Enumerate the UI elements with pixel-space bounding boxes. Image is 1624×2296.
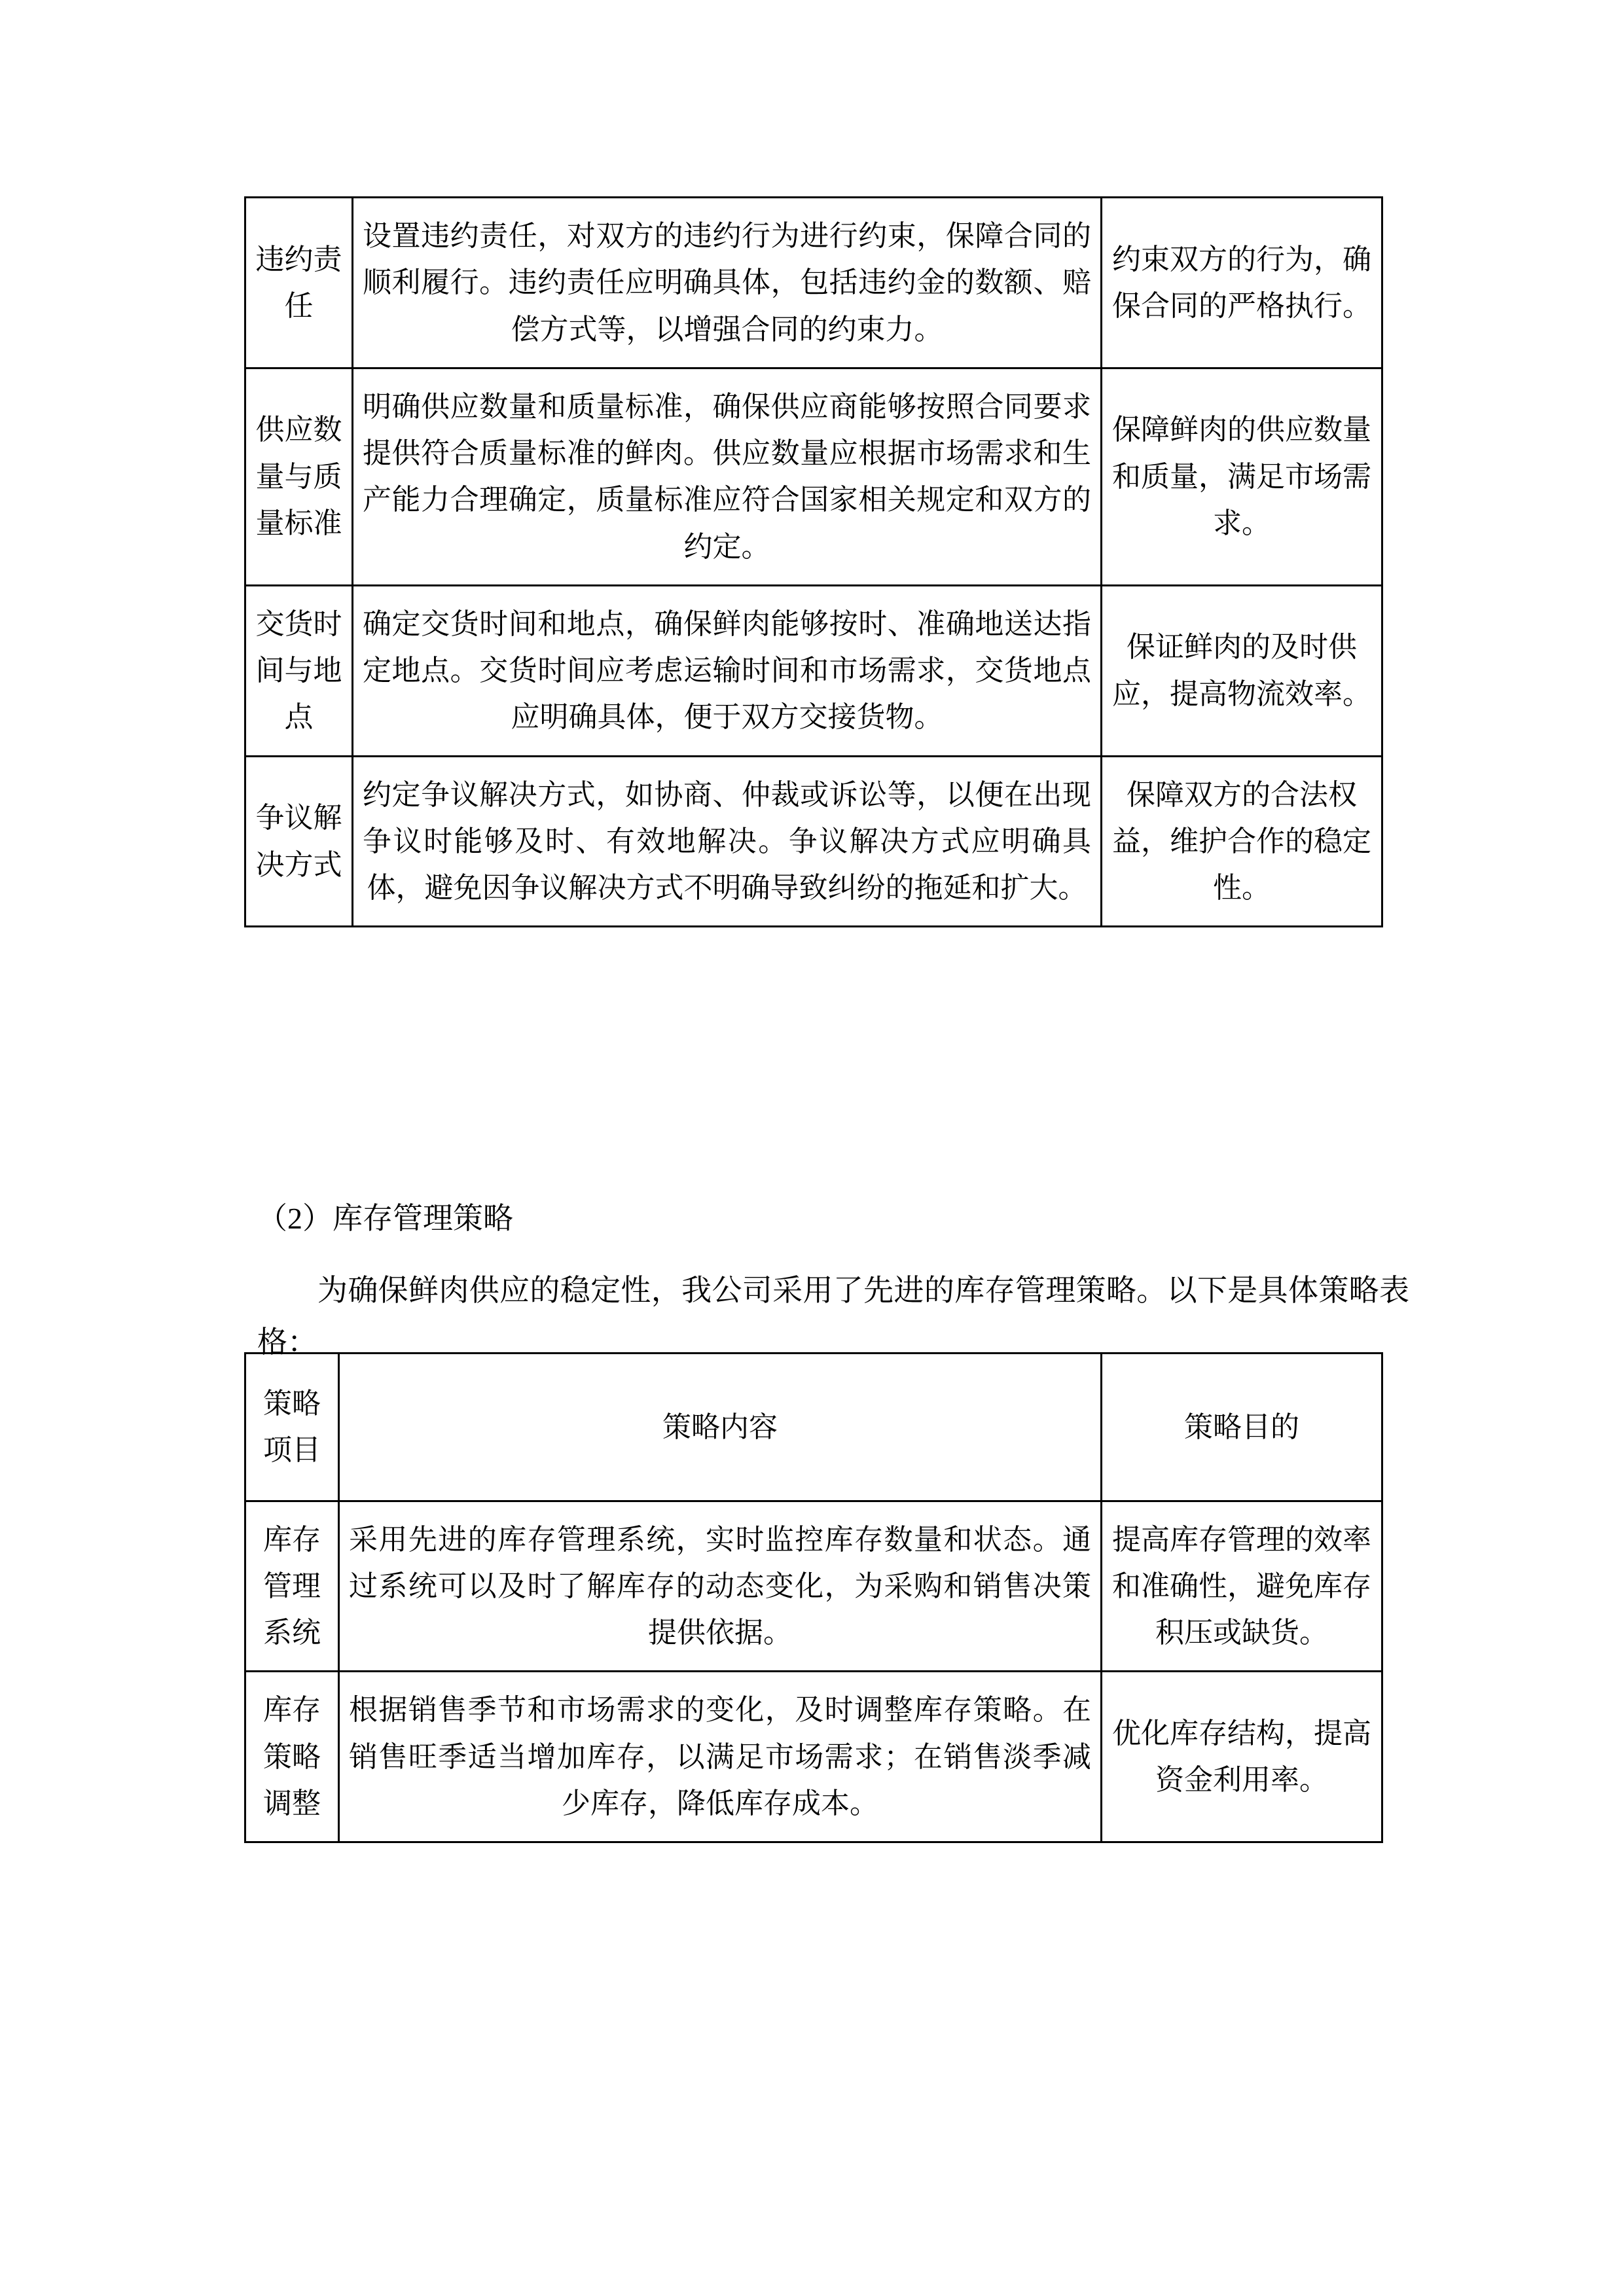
cell-item: 交货时间与地点: [245, 585, 353, 756]
cell-content: 采用先进的库存管理系统，实时监控库存数量和状态。通过系统可以及时了解库存的动态变化，为采购和销售决策提供依据。: [339, 1501, 1102, 1672]
cell-item: 争议解决方式: [245, 756, 353, 927]
cell-item: 库存策略调整: [245, 1672, 339, 1842]
contract-terms-table: [244, 196, 1383, 927]
inventory-strategy-table-wrapper: [244, 1352, 1383, 1843]
table-row: [245, 1672, 1382, 1842]
table-header-row: [245, 1354, 1382, 1501]
column-header-purpose: 策略目的: [1102, 1354, 1382, 1501]
cell-purpose: 提高库存管理的效率和准确性，避免库存积压或缺货。: [1102, 1501, 1382, 1672]
table-row: [245, 756, 1382, 927]
cell-purpose: 约束双方的行为，确保合同的严格执行。: [1102, 198, 1382, 368]
cell-purpose: 优化库存结构，提高资金利用率。: [1102, 1672, 1382, 1842]
cell-content: 确定交货时间和地点，确保鲜肉能够按时、准确地送达指定地点。交货时间应考虑运输时间和市场需求，交货地点应明确具体，便于双方交接货物。: [353, 585, 1102, 756]
section-intro-paragraph: 为确保鲜肉供应的稳定性，我公司采用了先进的库存管理策略。以下是具体策略表格：: [257, 1274, 1409, 1359]
cell-content: 约定争议解决方式，如协商、仲裁或诉讼等，以便在出现争议时能够及时、有效地解决。争议解决方式应明确具体，避免因争议解决方式不明确导致纠纷的拖延和扩大。: [353, 756, 1102, 927]
cell-item: 违约责任: [245, 198, 353, 368]
cell-item: 供应数量与质量标准: [245, 368, 353, 585]
cell-purpose: 保障鲜肉的供应数量和质量，满足市场需求。: [1102, 368, 1382, 585]
cell-content: 根据销售季节和市场需求的变化，及时调整库存策略。在销售旺季适当增加库存，以满足市场需求；在销售淡季减少库存，降低库存成本。: [339, 1672, 1102, 1842]
table-row: [245, 368, 1382, 585]
table-row: [245, 585, 1382, 756]
cell-item: 库存管理系统: [245, 1501, 339, 1672]
column-header-item: 策略项目: [245, 1354, 339, 1501]
section-heading: （2）库存管理策略: [257, 1202, 513, 1235]
cell-content: 明确供应数量和质量标准，确保供应商能够按照合同要求提供符合质量标准的鲜肉。供应数量应根据市场需求和生产能力合理确定，质量标准应符合国家相关规定和双方的约定。: [353, 368, 1102, 585]
table-row: [245, 1501, 1382, 1672]
column-header-content: 策略内容: [339, 1354, 1102, 1501]
table-row: [245, 198, 1382, 368]
inventory-strategy-table: [244, 1352, 1383, 1843]
contract-terms-table-wrapper: [244, 196, 1383, 927]
cell-purpose: 保证鲜肉的及时供应，提高物流效率。: [1102, 585, 1382, 756]
cell-purpose: 保障双方的合法权益，维护合作的稳定性。: [1102, 756, 1382, 927]
cell-content: 设置违约责任，对双方的违约行为进行约束，保障合同的顺利履行。违约责任应明确具体，包括违约金的数额、赔偿方式等，以增强合同的约束力。: [353, 198, 1102, 368]
